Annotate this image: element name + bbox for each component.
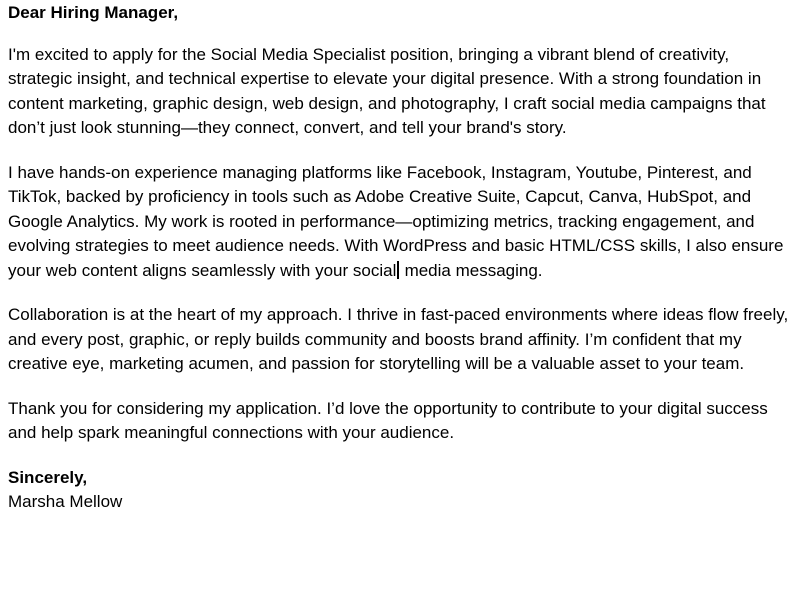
- paragraph-intro: I'm excited to apply for the Social Media Specialist position, bringing a vibrant blend of creativity, strategic insight, and technical expertise to elevate your digital presence. With a strong foundation in content marketing, graphic design, web design, and photography, I craft social media campaigns that don’t just look stunning—they connect, convert, and tell your brand's story.: [8, 44, 766, 137]
- paragraph-experience-text-before-cursor: I have hands-on experience managing platforms like Facebook, Instagram, Youtube, Pinterest, and TikTok, backed by proficiency in tools such as Adobe Creative Suite, Capcut, Canva, HubSpot, and Google Analytics. My work is rooted in performance—optimizing metrics, tracking engagement, and evolving strategies to meet audience needs. With WordPress and basic HTML/CSS skills, I also ensure your web content aligns seamlessly with your social: [8, 162, 784, 280]
- paragraph-experience-text-after-cursor: media messaging.: [399, 260, 543, 280]
- signature-name: Marsha Mellow: [8, 492, 123, 511]
- paragraph-collaboration: Collaboration is at the heart of my approach. I thrive in fast-paced environments where ideas flow freely, and every post, graphic, or reply builds community and boosts brand affinity. I’m confident that my creative eye, marketing acumen, and passion for storytelling will be a valuable asset to your team.: [8, 305, 789, 373]
- paragraph-thanks: Thank you for considering my application. I’d love the opportunity to contribute to your digital success and help spark meaningful connections with your audience.: [8, 398, 768, 442]
- closing: Sincerely,: [8, 467, 88, 487]
- text-cursor: [397, 261, 399, 279]
- paragraph-experience: [8, 161, 798, 284]
- salutation: Dear Hiring Manager,: [8, 3, 179, 22]
- letter-body[interactable]: [0, 1, 798, 515]
